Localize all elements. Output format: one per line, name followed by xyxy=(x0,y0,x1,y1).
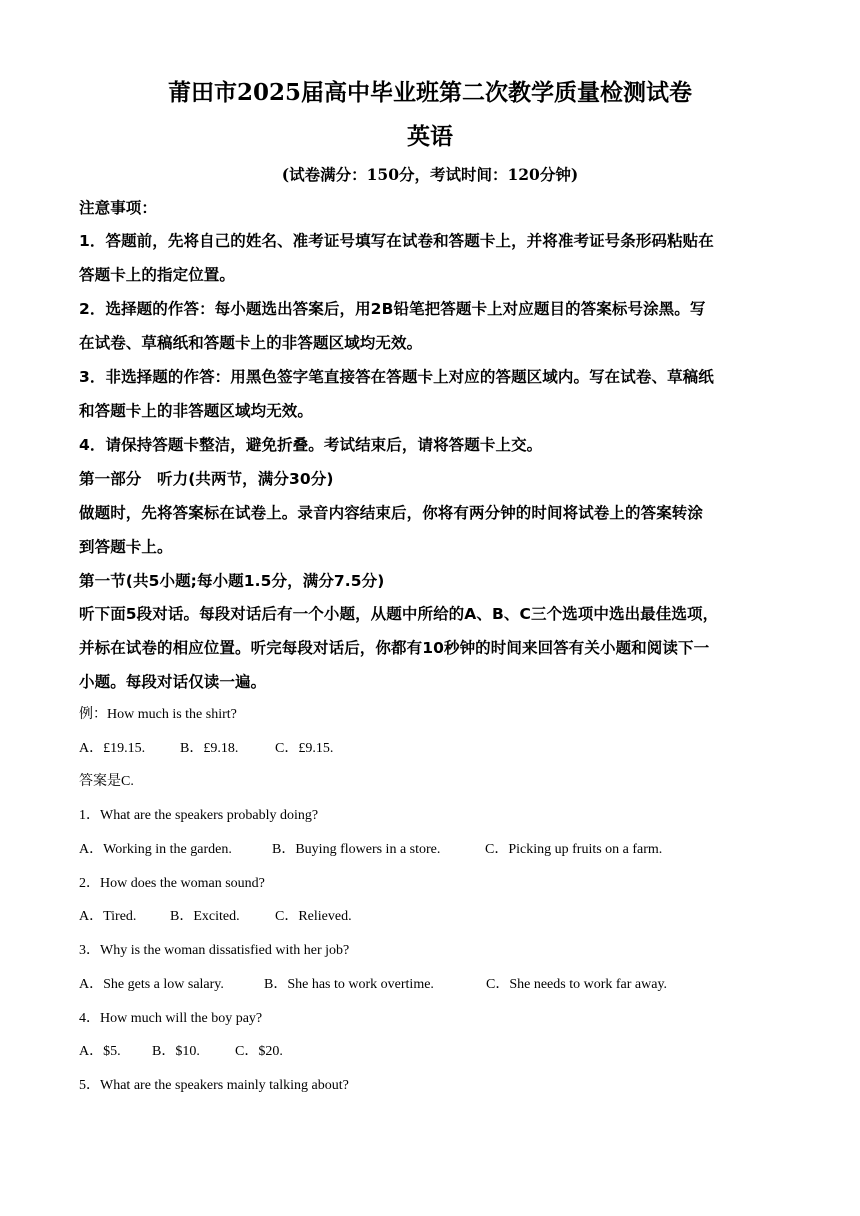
section1-instruction-line-3: 小题。每段对话仅读一遍。 xyxy=(79,673,267,691)
exam-subject: 英语 xyxy=(407,123,453,150)
example-options xyxy=(79,740,333,758)
notice-item-4: 4．请保持答题卡整洁，避免折叠。考试结束后，请将答题卡上交。 xyxy=(79,436,543,454)
example-option-c: C．£9.15. xyxy=(275,741,334,756)
notice-item-3-line-1: 3．非选择题的作答：用黑色签字笔直接答在答题卡上对应的答题区域内。写在试卷、草稿纸 xyxy=(79,368,714,386)
notice-heading: 注意事项： xyxy=(79,199,158,217)
question-2-option-b: B．Excited. xyxy=(170,909,240,924)
notice-item-3-line-2: 和答题卡上的非答题区域均无效。 xyxy=(79,402,314,420)
question-2-options xyxy=(79,908,352,926)
question-3: 3．Why is the woman dissatisfied with her job? xyxy=(79,943,350,958)
question-1-option-b: B．Buying flowers in a store. xyxy=(272,842,441,857)
section1-instruction-line-1: 听下面5段对话。每段对话后有一个小题，从题中所给的A、B、C三个选项中选出最佳选项， xyxy=(79,605,719,623)
part1-instruction-line-2: 到答题卡上。 xyxy=(79,538,173,556)
example-answer: 答案是C. xyxy=(79,774,134,789)
example-question: 例：How much is the shirt? xyxy=(79,707,237,722)
question-1-option-c: C．Picking up fruits on a farm. xyxy=(485,842,663,857)
notice-item-2-line-2: 在试卷、草稿纸和答题卡上的非答题区域均无效。 xyxy=(79,334,423,352)
question-4-option-c: C．$20. xyxy=(235,1044,283,1059)
question-4-option-b: B．$10. xyxy=(152,1044,200,1059)
question-4-option-a: A．$5. xyxy=(79,1044,121,1059)
notice-item-1-line-1: 1．答题前，先将自己的姓名、准考证号填写在试卷和答题卡上，并将准考证号条形码粘贴在 xyxy=(79,232,714,250)
section1-instruction-line-2: 并标在试卷的相应位置。听完每段对话后，你都有10秒钟的时间来回答有关小题和阅读下一 xyxy=(79,639,710,657)
question-2-option-c: C．Relieved. xyxy=(275,909,352,924)
notice-item-2-line-1: 2．选择题的作答：每小题选出答案后，用2B铅笔把答题卡上对应题目的答案标号涂黑。写 xyxy=(79,300,706,318)
question-3-options xyxy=(79,976,667,994)
question-3-option-a: A．She gets a low salary. xyxy=(79,977,224,992)
question-2: 2．How does the woman sound? xyxy=(79,876,265,891)
question-1: 1．What are the speakers probably doing? xyxy=(79,808,319,823)
example-option-a: A．£19.15. xyxy=(79,741,146,756)
exam-title: 莆田市2025届高中毕业班第二次教学质量检测试卷 xyxy=(167,79,692,106)
example-option-b: B．£9.18. xyxy=(180,741,239,756)
question-4-options xyxy=(79,1043,283,1061)
part1-instruction-line-1: 做题时，先将答案标在试卷上。录音内容结束后，你将有两分钟的时间将试卷上的答案转涂 xyxy=(79,504,704,522)
part1-heading: 第一部分 听力(共两节，满分30分) xyxy=(79,470,334,488)
question-3-option-c: C．She needs to work far away. xyxy=(486,977,668,992)
question-5: 5．What are the speakers mainly talking about? xyxy=(79,1078,349,1093)
exam-info: (试卷满分：150分，考试时间：120分钟) xyxy=(281,165,579,184)
question-3-option-b: B．She has to work overtime. xyxy=(264,977,434,992)
question-2-option-a: A．Tired. xyxy=(79,909,137,924)
section1-heading: 第一节(共5小题;每小题1.5分，满分7.5分) xyxy=(79,572,385,590)
notice-item-1-line-2: 答题卡上的指定位置。 xyxy=(79,266,236,284)
question-1-options xyxy=(79,841,662,859)
question-1-option-a: A．Working in the garden. xyxy=(79,842,232,857)
question-4: 4．How much will the boy pay? xyxy=(79,1011,263,1026)
